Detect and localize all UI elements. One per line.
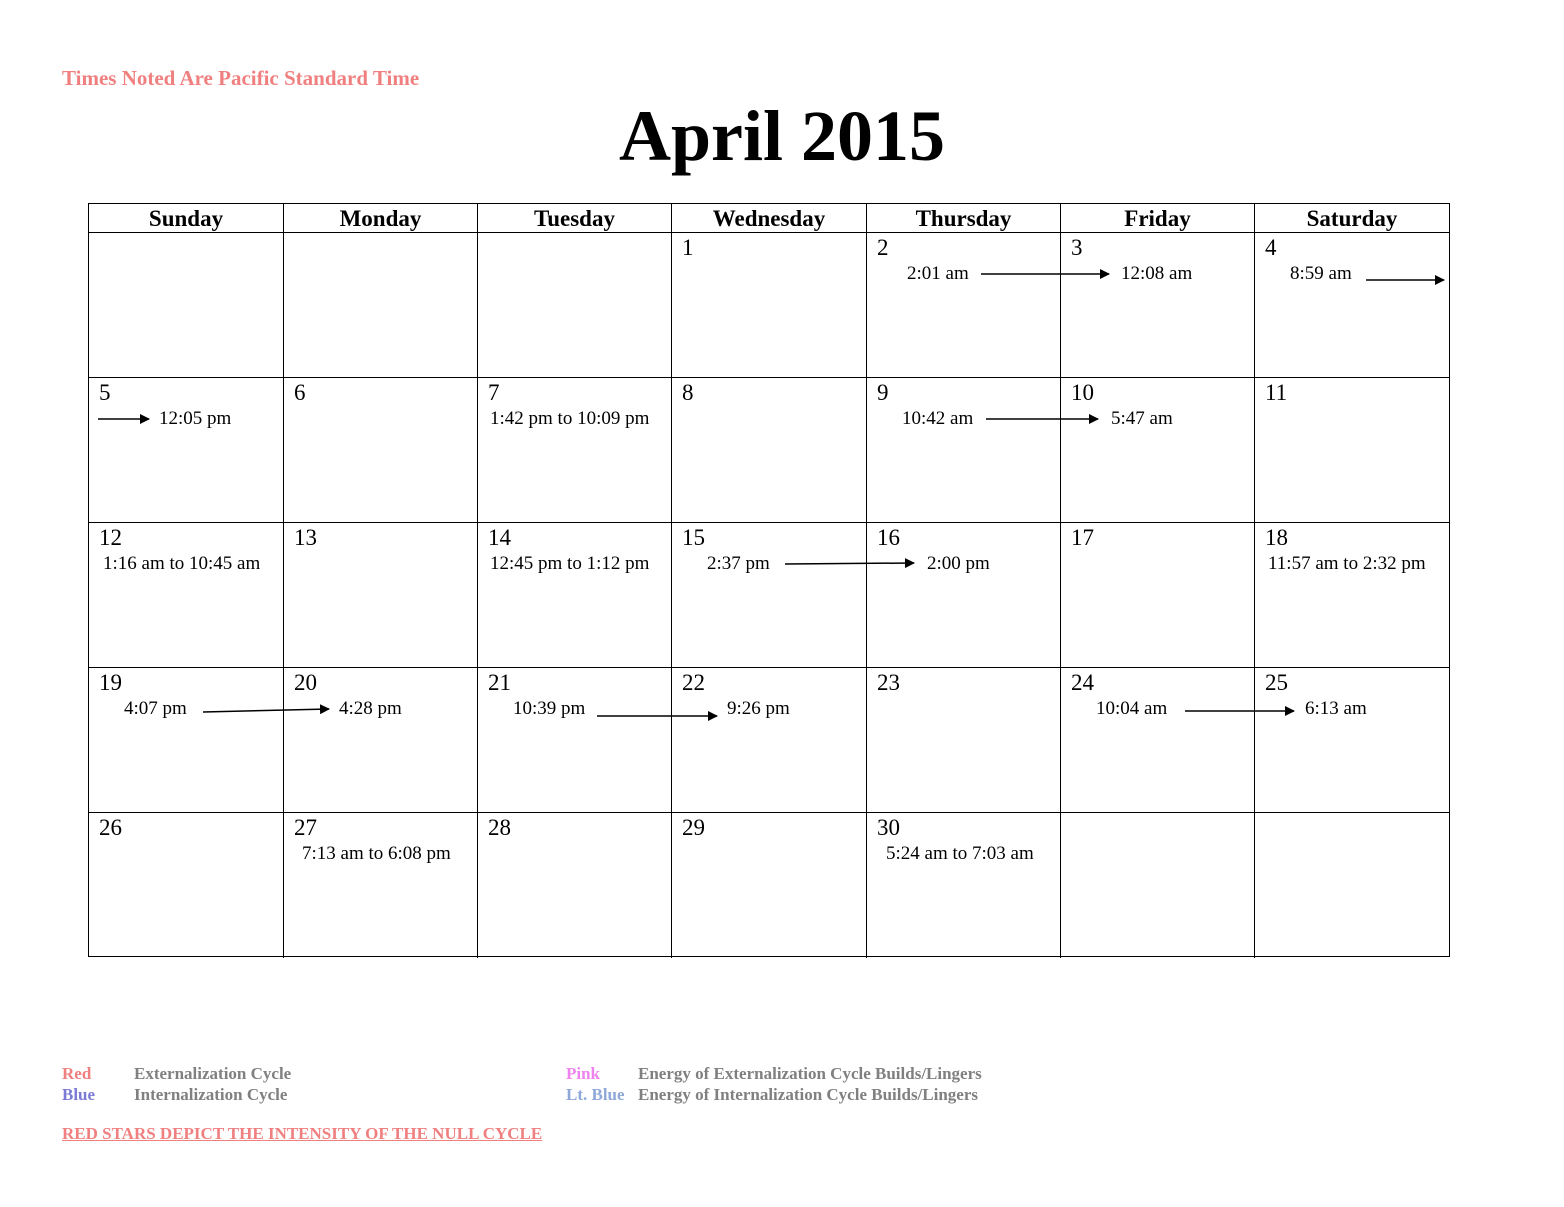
week-row xyxy=(89,523,1449,668)
day-number: 17 xyxy=(1071,525,1094,550)
day-cell xyxy=(284,668,478,812)
weekday-header-sunday: Sunday xyxy=(89,204,284,232)
cycle-time: 2:37 pm xyxy=(707,553,770,574)
day-cell xyxy=(478,813,672,958)
cycle-time: 12:08 am xyxy=(1121,263,1193,284)
day-cell xyxy=(284,813,478,958)
day-cell xyxy=(1255,668,1449,812)
weekday-header-saturday: Saturday xyxy=(1306,206,1398,231)
day-number: 29 xyxy=(682,815,705,840)
legend-description: Energy of Internalization Cycle Builds/Lingers xyxy=(638,1085,978,1104)
page-title: April 2015 xyxy=(618,96,945,176)
day-cell xyxy=(284,523,478,667)
day-cell xyxy=(89,378,284,522)
day-number: 4 xyxy=(1265,235,1277,260)
weekday-header-tuesday: Tuesday xyxy=(478,204,672,232)
cycle-time: 11:57 am to 2:32 pm xyxy=(1268,553,1426,574)
legend-item-red xyxy=(62,1063,291,1084)
day-number: 7 xyxy=(488,380,500,405)
cycle-time: 4:28 pm xyxy=(339,698,402,719)
legend-color-name: Lt. Blue xyxy=(566,1085,625,1104)
day-number: 20 xyxy=(294,670,317,695)
day-cell xyxy=(1061,233,1255,377)
day-cell xyxy=(1255,233,1449,377)
legend-description: Internalization Cycle xyxy=(134,1085,288,1104)
day-number: 8 xyxy=(682,380,694,405)
cycle-time: 4:07 pm xyxy=(124,698,187,719)
week-row xyxy=(89,378,1449,523)
day-cell xyxy=(867,378,1061,522)
cycle-time: 1:42 pm to 10:09 pm xyxy=(490,408,650,429)
day-number: 5 xyxy=(99,380,111,405)
timezone-note: Times Noted Are Pacific Standard Time xyxy=(62,66,420,90)
day-cell xyxy=(89,668,284,812)
cycle-time: 5:47 am xyxy=(1111,408,1173,429)
legend-description: Externalization Cycle xyxy=(134,1064,292,1083)
day-number: 14 xyxy=(488,525,511,550)
cycle-time: 8:59 am xyxy=(1290,263,1352,284)
day-cell xyxy=(672,668,867,812)
calendar-grid xyxy=(88,203,1450,957)
weekday-header-row xyxy=(89,204,1449,233)
day-number: 22 xyxy=(682,670,705,695)
week-row xyxy=(89,233,1449,378)
day-cell xyxy=(284,378,478,522)
day-number: 11 xyxy=(1265,380,1288,405)
day-cell xyxy=(478,668,672,812)
cycle-time: 2:00 pm xyxy=(927,553,990,574)
day-number: 6 xyxy=(294,380,306,405)
day-number: 25 xyxy=(1265,670,1288,695)
day-cell xyxy=(672,233,867,377)
week-row xyxy=(89,813,1449,958)
legend-color-name: Pink xyxy=(566,1064,601,1083)
day-cell xyxy=(1255,378,1449,522)
day-number: 9 xyxy=(877,380,889,405)
cycle-time: 12:05 pm xyxy=(159,408,232,429)
day-cell xyxy=(672,378,867,522)
day-cell xyxy=(89,813,284,958)
null-cycle-note: RED STARS DEPICT THE INTENSITY OF THE NULL CYCLE xyxy=(62,1124,543,1143)
day-number: 26 xyxy=(99,815,122,840)
cycle-time: 10:04 am xyxy=(1096,698,1168,719)
day-cell xyxy=(867,813,1061,958)
cycle-time: 10:42 am xyxy=(902,408,974,429)
day-number: 23 xyxy=(877,670,900,695)
day-cell xyxy=(672,813,867,958)
day-cell xyxy=(672,523,867,667)
legend-item-blue xyxy=(62,1084,287,1105)
day-number: 13 xyxy=(294,525,317,550)
day-cell xyxy=(1061,813,1255,958)
legend-item-pink xyxy=(566,1063,982,1084)
day-number: 27 xyxy=(294,815,317,840)
day-cell xyxy=(1255,813,1449,958)
day-number: 12 xyxy=(99,525,122,550)
legend-item-light-blue xyxy=(566,1084,978,1105)
day-cell xyxy=(478,233,672,377)
legend-color-name: Red xyxy=(62,1064,92,1083)
day-cell xyxy=(478,523,672,667)
cycle-time: 5:24 am to 7:03 am xyxy=(886,843,1034,864)
legend-description: Energy of Externalization Cycle Builds/Lingers xyxy=(638,1064,982,1083)
weekday-header-friday: Friday xyxy=(1061,204,1255,232)
cycle-time: 9:26 pm xyxy=(727,698,790,719)
day-cell xyxy=(1061,668,1255,812)
weekday-header-monday: Monday xyxy=(284,204,478,232)
day-number: 2 xyxy=(877,235,889,260)
cycle-time: 12:45 pm to 1:12 pm xyxy=(490,553,650,574)
day-cell xyxy=(89,233,284,377)
day-number: 24 xyxy=(1071,670,1094,695)
day-number: 18 xyxy=(1265,525,1288,550)
week-row xyxy=(89,668,1449,813)
cycle-time: 6:13 am xyxy=(1305,698,1367,719)
weekday-header-thursday: Thursday xyxy=(867,204,1061,232)
day-number: 21 xyxy=(488,670,511,695)
day-cell xyxy=(867,523,1061,667)
day-cell xyxy=(478,378,672,522)
day-number: 1 xyxy=(682,235,694,260)
cycle-time: 7:13 am to 6:08 pm xyxy=(302,843,451,864)
day-cell xyxy=(867,668,1061,812)
day-number: 10 xyxy=(1071,380,1094,405)
weekday-header-wednesday: Wednesday xyxy=(672,204,867,232)
day-number: 28 xyxy=(488,815,511,840)
day-number: 3 xyxy=(1071,235,1083,260)
day-cell xyxy=(1255,523,1449,667)
day-cell xyxy=(284,233,478,377)
day-number: 16 xyxy=(877,525,900,550)
cycle-time: 2:01 am xyxy=(907,263,969,284)
day-cell xyxy=(89,523,284,667)
legend-color-name: Blue xyxy=(62,1085,96,1104)
day-cell xyxy=(1061,378,1255,522)
cycle-time: 1:16 am to 10:45 am xyxy=(103,553,261,574)
day-cell xyxy=(867,233,1061,377)
day-number: 19 xyxy=(99,670,122,695)
day-cell xyxy=(1061,523,1255,667)
day-number: 30 xyxy=(877,815,900,840)
day-number: 15 xyxy=(682,525,705,550)
cycle-time: 10:39 pm xyxy=(513,698,586,719)
